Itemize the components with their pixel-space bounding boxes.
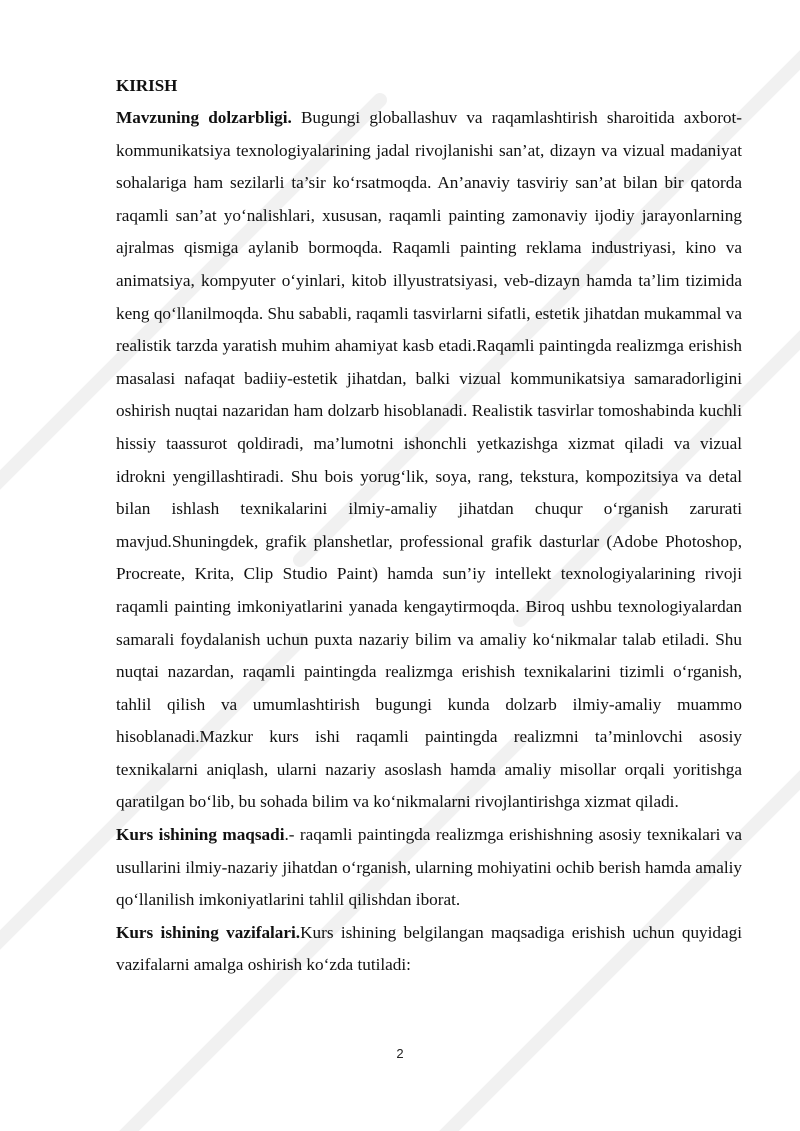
paragraph-tasks [116,917,742,982]
paragraph-goal [116,819,742,917]
paragraph-lead: Kurs ishining maqsadi [116,825,285,845]
paragraph-text: Bugungi globallashuv va raqamlashtirish sharoitida axborot-kommunikatsiya texnologiyalarining jadal rivojlanishi san’at, dizayn va vizual madaniyat sohalariga ham sezilarli ta’sir ko‘rsatmoqda. An’anaviy tasviriy san’at bilan bir qatorda raqamli san’at yo‘nalishlari, xususan, raqamli painting zamonaviy ijodiy jarayonlarning ajralmas qismiga aylanib bormoqda. Raqamli painting reklama industriyasi, kino va animatsiya, kompyuter o‘yinlari, kitob illyustratsiyasi, veb-dizayn hamda ta’lim tizimida keng qo‘llanilmoqda. Shu sababli, raqamli tasvirlarni sifatli, estetik jihatdan mukammal va realistik tarzda yaratish muhim ahamiyat kasb etadi.Raqamli paintingda realizmga erishish masalasi nafaqat badiiy-estetik jihatdan, balki vizual kommunikatsiya samaradorligini oshirish nuqtai nazaridan ham dolzarb hisoblanadi. Realistik tasvirlar tomoshabinda kuchli hissiy taassurot qoldiradi, ma’lumotni ishonchli yetkazishga xizmat qiladi va vizual idrokni yengillashtiradi. Shu bois yorug‘lik, soya, rang, tekstura, kompozitsiya va detal bilan ishlash texnikalarini ilmiy-amaliy jihatdan chuqur o‘rganish zarurati mavjud.Shuningdek, grafik planshetlar, professional grafik dasturlar (Adobe Photoshop, Procreate, Krita, Clip Studio Paint) hamda sun’iy intellekt texnologiyalarining rivoji raqamli painting imkoniyatlarini yanada kengaytirmoqda. Biroq ushbu texnologiyalardan samarali foydalanish uchun puxta nazariy bilim va amaliy ko‘nikmalar talab etiladi. Shu nuqtai nazardan, raqamli paintingda realizmga erishish texnikalarini tizimli o‘rganish, tahlil qilish va umumlashtirish bugungi kunda dolzarb ilmiy-amaliy muammo hisoblanadi.Mazkur kurs ishi raqamli paintingda realizmni ta’minlovchi asosiy texnikalarni aniqlash, ularni nazariy asoslash hamda amaliy misollar orqali yoritishga qaratilgan bo‘lib, bu sohada bilim va ko‘nikmalarni rivojlantirishga xizmat qiladi. [116,108,743,812]
paragraph-relevance [116,102,742,819]
page-number: 2 [396,1046,404,1061]
document-page [116,70,742,982]
paragraph-text: .- raqamli paintingda realizmga erishishning asosiy texnikalari va usullarini ilmiy-nazariy jihatdan o‘rganish, ularning mohiyatini ochib berish hamda amaliy qo‘llanilish imkoniyatlarini tahlil qilishdan iborat. [116,825,742,910]
paragraph-text: Kurs ishining belgilangan maqsadiga erishish uchun quyidagi vazifalarni amalga oshirish ko‘zda tutiladi: [116,922,742,975]
paragraph-lead: Mavzuning dolzarbligi. [116,108,292,127]
paragraph-lead: Kurs ishining vazifalari. [116,922,301,942]
section-heading: KIRISH [116,76,178,95]
